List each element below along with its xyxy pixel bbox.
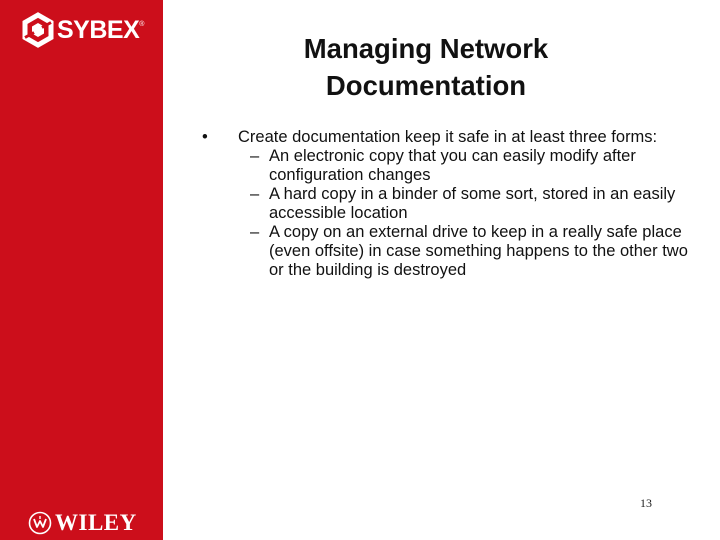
slide-body (200, 128, 690, 280)
bullet-marker: • (202, 128, 208, 146)
bullet-item (200, 128, 690, 147)
sub-bullet-text: An electronic copy that you can easily modify after configuration changes (269, 147, 636, 184)
sub-bullet-item (200, 223, 690, 280)
sybex-cube-icon (20, 12, 56, 48)
dash-marker: – (250, 185, 260, 203)
sub-bullet-item (200, 147, 690, 185)
page-number: 13 (640, 496, 652, 510)
sub-bullet-item (200, 185, 690, 223)
sybex-wordmark: SYBEX (57, 16, 140, 44)
slide-title (240, 30, 612, 104)
sub-bullet-list (200, 147, 690, 280)
wiley-seal-icon (28, 511, 52, 535)
sybex-trademark: ® (139, 21, 145, 28)
slide-title-line-2: Documentation (325, 70, 527, 101)
sub-bullet-text: A copy on an external drive to keep in a really safe place (even offsite) in case something happens to the other two or the building is destroyed (269, 223, 688, 279)
wiley-wordmark: WILEY (55, 510, 137, 535)
slide-title-line-1: Managing Network (303, 33, 549, 64)
dash-marker: – (250, 147, 260, 165)
sub-bullet-text: A hard copy in a binder of some sort, stored in an easily accessible location (269, 185, 676, 222)
bullet-text: Create documentation keep it safe in at least three forms: (238, 128, 658, 146)
sidebar-panel (0, 0, 163, 540)
sybex-logo (20, 12, 144, 48)
dash-marker: – (250, 223, 260, 241)
wiley-logo (28, 508, 137, 538)
